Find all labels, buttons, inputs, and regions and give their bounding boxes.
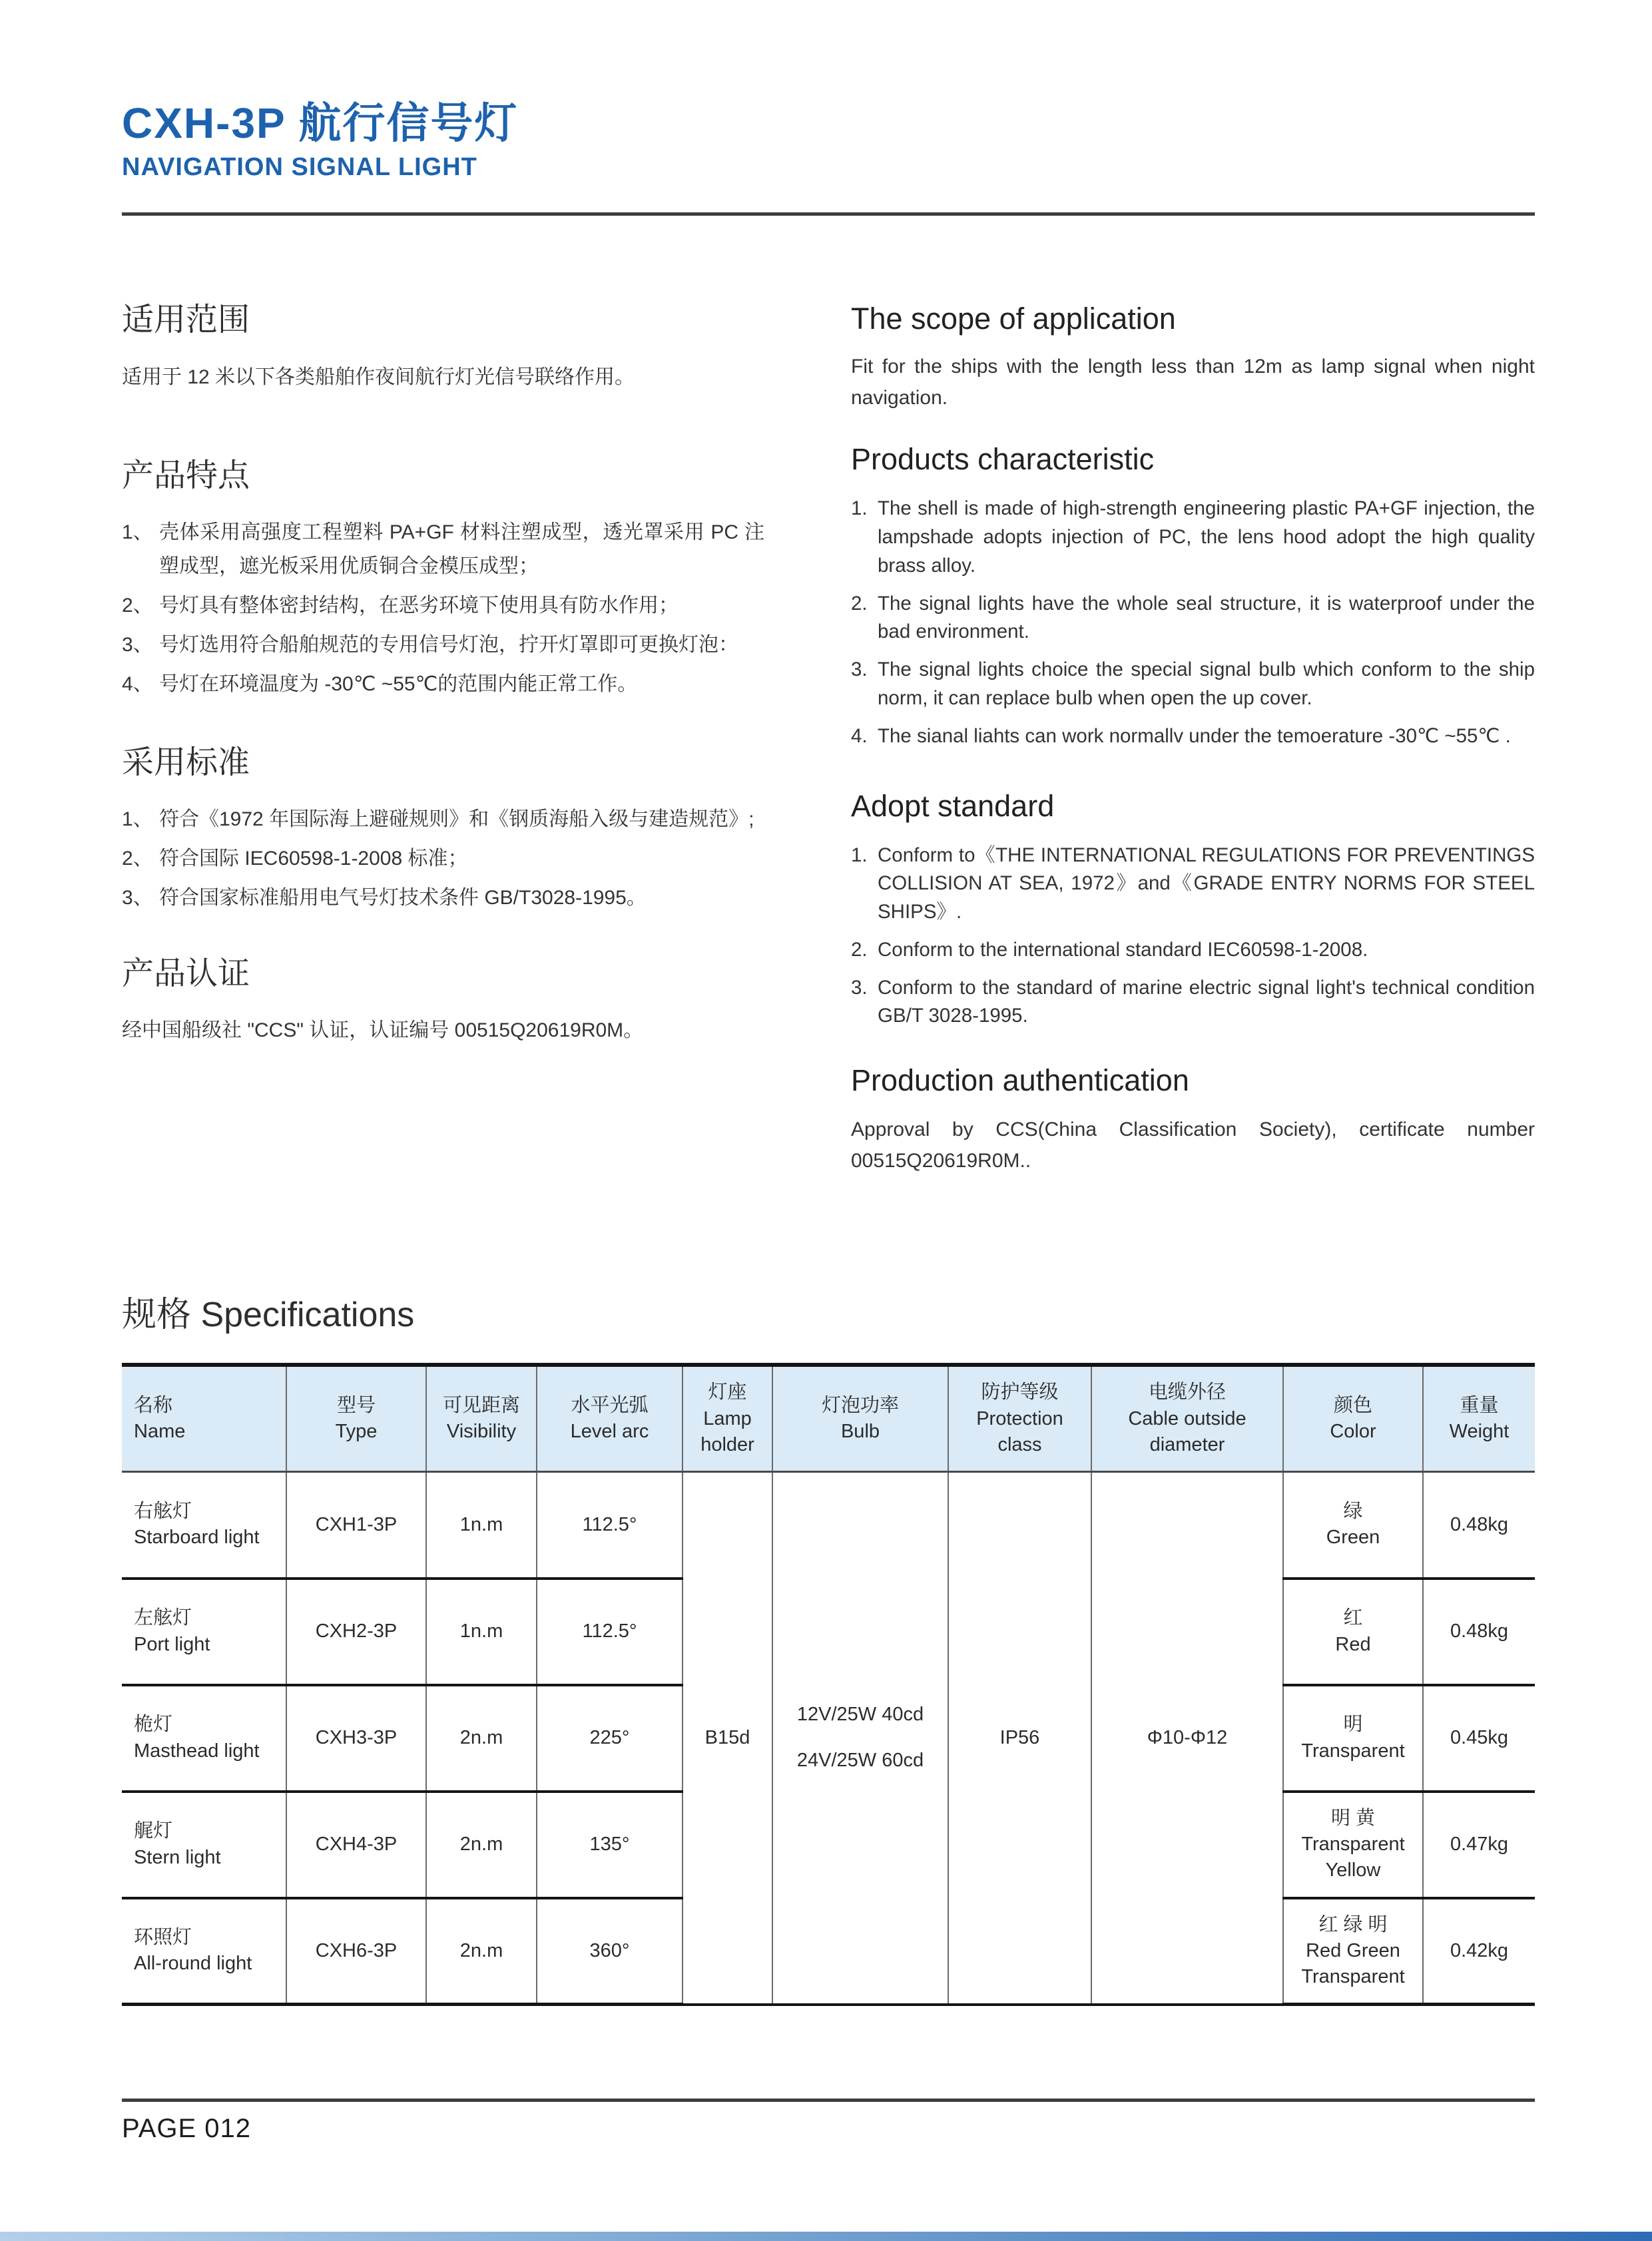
page-number: PAGE 012 (122, 2114, 252, 2143)
bulb-cell: 12V/25W 40cd 24V/25W 60cd (772, 1472, 948, 2005)
type-cell: CXH3-3P (286, 1685, 426, 1792)
col-header-protection: 防护等级 Protection class (948, 1365, 1091, 1472)
arc-cell: 225° (537, 1685, 683, 1792)
color-cell: 明 Transparent (1283, 1685, 1423, 1792)
item-text: 号灯具有整体密封结构，在恶劣环境下使用具有防水作用； (159, 595, 679, 617)
standard-list-zh (122, 802, 764, 915)
section-heading: The scope of application (851, 302, 1176, 336)
table-row (122, 1472, 1535, 1579)
item-number: 1、 (122, 808, 153, 830)
section-heading: 产品特点 (122, 458, 250, 494)
arc-cell: 112.5° (537, 1472, 683, 1579)
type-cell: CXH4-3P (286, 1792, 426, 1898)
section-body: Approval by CCS(China Classification Society), certificate number 00515Q20619R0M.. (851, 1119, 1535, 1172)
weight-cell: 0.45kg (1423, 1685, 1535, 1792)
name-cell: 左舷灯 Port light (122, 1579, 286, 1685)
item-text: Conform to the international standard IEC60598-1-2008. (878, 938, 1368, 961)
item-number: 3. (851, 658, 868, 681)
color-cell: 红 Red (1283, 1579, 1423, 1685)
section-heading: Adopt standard (851, 788, 1055, 823)
section-standards-zh (122, 744, 764, 915)
list-item (851, 974, 1535, 1031)
col-header-lamp-holder: 灯座 Lamp holder (683, 1365, 772, 1472)
weight-cell: 0.48kg (1423, 1579, 1535, 1685)
section-scope-zh (122, 301, 764, 393)
color-cell: 红 绿 明 Red Green Transparent (1283, 1898, 1423, 2005)
list-item (122, 628, 764, 662)
visibility-cell: 2n.m (426, 1685, 537, 1792)
list-item (851, 842, 1535, 927)
visibility-cell: 2n.m (426, 1792, 537, 1898)
visibility-cell: 1n.m (426, 1579, 537, 1685)
list-item (851, 590, 1535, 647)
page-header (122, 100, 1535, 216)
col-header-visibility: 可见距离 Visibility (426, 1365, 537, 1472)
item-text: 符合《1972 年国际海上避碰规则》和《钢质海船入级与建造规范》; (159, 808, 754, 830)
specifications-table (122, 1363, 1535, 2006)
section-body: 适用于 12 米以下各类船舶作夜间航行灯光信号联络作用。 (122, 366, 635, 388)
item-number: 2. (851, 592, 868, 615)
bottom-accent-bar (0, 2232, 1652, 2241)
col-header-cable: 电缆外径 Cable outside diameter (1091, 1365, 1283, 1472)
item-text: 符合国家标准船用电气号灯技术条件 GB/T3028-1995。 (159, 886, 647, 909)
list-item (851, 936, 1535, 965)
item-text: The sianal liahts can work normallv under the temoerature -30℃ ~55℃ . (878, 724, 1511, 747)
page-footer (122, 2099, 1535, 2144)
arc-cell: 360° (537, 1898, 683, 2005)
standard-list-en (851, 842, 1535, 1031)
section-body: Fit for the ships with the length less than 12m as lamp signal when night navigation. (851, 356, 1535, 409)
item-text: 壳体采用高强度工程塑料 PA+GF 材料注塑成型，透光罩采用 PC 注塑成型，遮光板采用优质铜合金模压成型； (159, 521, 764, 578)
content-columns (122, 301, 1535, 1176)
color-cell: 明 黄 Transparent Yellow (1283, 1792, 1423, 1898)
col-header-color: 颜色 Color (1283, 1365, 1423, 1472)
item-text: The shell is made of high-strength engineering plastic PA+GF injection, the lampshade adopts injection of PC, the lens hood adopt the high quality brass alloy. (878, 497, 1535, 577)
col-header-type: 型号 Type (286, 1365, 426, 1472)
col-header-weight: 重量 Weight (1423, 1365, 1535, 1472)
section-body: 经中国船级社 "CCS" 认证，认证编号 00515Q20619R0M。 (122, 1019, 644, 1042)
list-item (122, 589, 764, 622)
page-title: CXH-3P 航行信号灯 (122, 99, 519, 147)
protection-cell: IP56 (948, 1472, 1091, 2005)
chinese-column (122, 301, 764, 1176)
item-number: 1. (851, 844, 868, 866)
page-subtitle: NAVIGATION SIGNAL LIGHT (122, 153, 477, 182)
name-cell: 环照灯 All-round light (122, 1898, 286, 2005)
feature-list-en (851, 495, 1535, 750)
section-heading: Products characteristic (851, 442, 1155, 477)
col-header-bulb: 灯泡功率 Bulb (772, 1365, 948, 1472)
weight-cell: 0.42kg (1423, 1898, 1535, 2005)
item-text: 号灯选用符合船舶规范的专用信号灯泡，拧开灯罩即可更换灯泡： (159, 634, 738, 656)
visibility-cell: 1n.m (426, 1472, 537, 1579)
section-certification-zh (122, 955, 764, 1047)
item-number: 2、 (122, 847, 153, 870)
arc-cell: 135° (537, 1792, 683, 1898)
weight-cell: 0.47kg (1423, 1792, 1535, 1898)
item-number: 4. (851, 724, 868, 747)
section-standards-en (851, 788, 1535, 1031)
name-cell: 桅灯 Masthead light (122, 1685, 286, 1792)
name-cell: 艉灯 Stern light (122, 1792, 286, 1898)
item-number: 1、 (122, 521, 153, 544)
item-number: 2. (851, 938, 868, 961)
list-item (122, 515, 764, 583)
item-text: 号灯在环境温度为 -30℃ ~55℃的范围内能正常工作。 (159, 673, 638, 696)
col-header-name: 名称 Name (122, 1365, 286, 1472)
name-cell: 右舷灯 Starboard light (122, 1472, 286, 1579)
cable-cell: Φ10-Φ12 (1091, 1472, 1283, 2005)
list-item (122, 881, 764, 915)
table-header-row (122, 1365, 1535, 1472)
item-number: 4、 (122, 673, 153, 696)
weight-cell: 0.48kg (1423, 1472, 1535, 1579)
item-text: 符合国际 IEC60598-1-2008 标准； (159, 847, 468, 870)
type-cell: CXH6-3P (286, 1898, 426, 2005)
list-item (851, 722, 1535, 751)
col-header-level-arc: 水平光弧 Level arc (537, 1365, 683, 1472)
english-column (851, 301, 1535, 1176)
item-text: The signal lights have the whole seal structure, it is waterproof under the bad environment. (878, 592, 1535, 643)
section-heading: 适用范围 (122, 302, 250, 338)
section-heading: 采用标准 (122, 745, 250, 781)
item-number: 3、 (122, 886, 153, 909)
arc-cell: 112.5° (537, 1579, 683, 1685)
visibility-cell: 2n.m (426, 1898, 537, 2005)
header-divider (122, 212, 1535, 216)
lamp-holder-cell: B15d (683, 1472, 772, 2005)
item-number: 2、 (122, 595, 153, 617)
footer-divider (122, 2099, 1535, 2102)
section-features-zh (122, 457, 764, 701)
list-item (851, 656, 1535, 713)
item-text: Conform to the standard of marine electric signal light's technical condition GB/T 3028-1995. (878, 976, 1535, 1027)
item-number: 3. (851, 976, 868, 999)
item-number: 3、 (122, 634, 153, 656)
list-item (122, 667, 764, 701)
item-number: 1. (851, 497, 868, 520)
list-item (122, 842, 764, 875)
specifications-heading: 规格 Specifications (122, 1296, 415, 1335)
list-item (851, 495, 1535, 580)
section-certification-en (851, 1063, 1535, 1176)
type-cell: CXH2-3P (286, 1579, 426, 1685)
type-cell: CXH1-3P (286, 1472, 426, 1579)
section-heading: Production authentication (851, 1063, 1189, 1098)
color-cell: 绿 Green (1283, 1472, 1423, 1579)
feature-list-zh (122, 515, 764, 701)
specifications-section (122, 1286, 1535, 2006)
item-text: Conform to《THE INTERNATIONAL REGULATIONS FOR PREVENTINGS COLLISION AT SEA, 1972》and《GRADE ENTRY NORMS FOR STEEL SHIPS》. (878, 844, 1535, 923)
section-heading: 产品认证 (122, 955, 250, 991)
item-text: The signal lights choice the special signal bulb which conform to the ship norm, it can replace bulb when open the up cover. (878, 658, 1535, 709)
section-scope-en (851, 301, 1535, 413)
list-item (122, 802, 764, 836)
section-features-en (851, 441, 1535, 750)
